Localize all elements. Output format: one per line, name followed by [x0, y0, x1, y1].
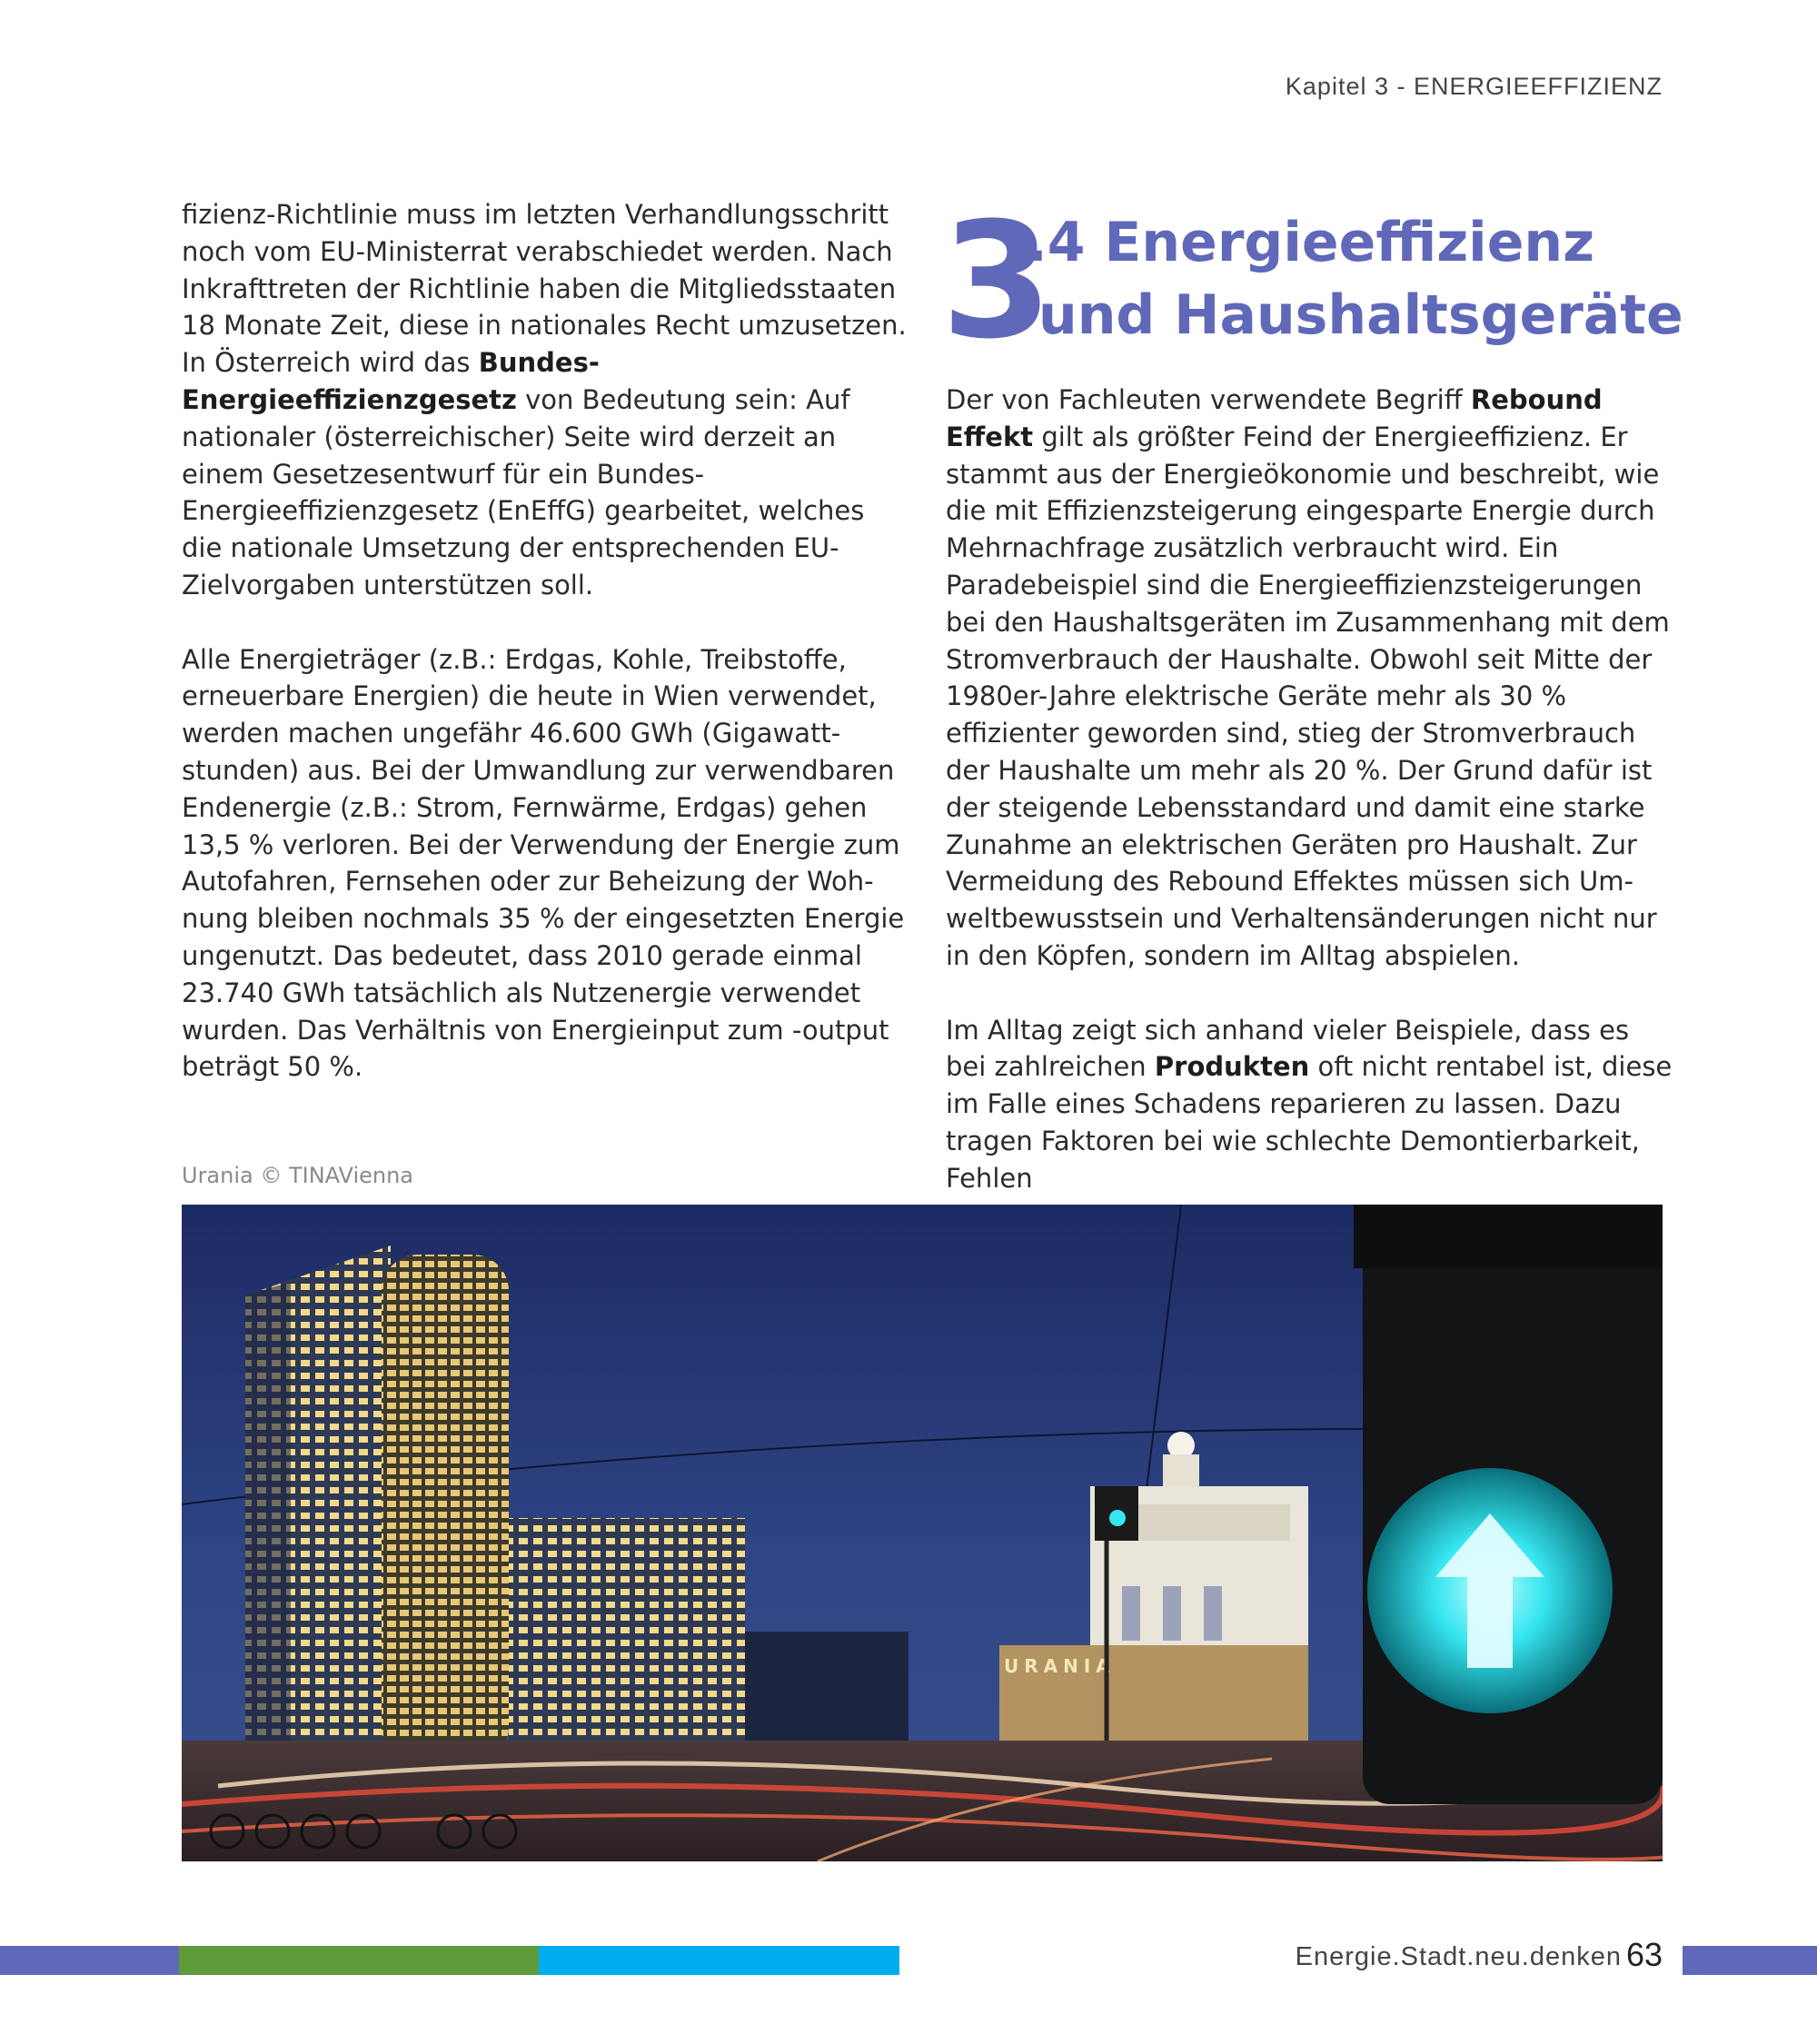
distant-signal-light [1109, 1510, 1126, 1526]
urania-night-photo [182, 1205, 1663, 1861]
right-paragraph-2 [946, 1012, 1673, 1197]
right-paragraph-1 [946, 382, 1673, 975]
left-p1-text-b: von Bedeutung sein: Auf nationaler (österreichischer) Seite wird derzeit an einem Gesetzesentwurf für ein Bundes-Energieeffizienzgesetz (EnEffG) gearbeitet, welches die nationale Umsetzung der entsprechenden EU-Zielvorgaben unterstützen soll. [182, 383, 865, 600]
left-paragraph-1 [182, 196, 908, 604]
footer-bar-purple-right [1683, 1946, 1817, 1975]
photo-caption: Urania © TINAVienna [182, 1163, 414, 1188]
section-heading [941, 188, 1683, 374]
right-p1-bold: Rebound Effekt [946, 384, 1603, 452]
footer-bar-purple [0, 1946, 179, 1975]
running-head: Kapitel 3 - ENERGIEEFFIZIENZ [1285, 73, 1663, 100]
right-p1-text-a: Der von Fachleuten verwendete Begriff [946, 384, 1471, 415]
office-block [509, 1518, 745, 1763]
tower-round [382, 1255, 509, 1763]
left-p1-text-a: fizienz-Richtlinie muss im letzten Verhandlungsschritt noch vom EU-Ministerrat verabschiedet werden. Nach Inkrafttreten der Richtlinie haben die Mitgliedsstaaten 18 Monate Zeit, diese in nationales Recht umzusetzen. In Österreich wird das [182, 199, 907, 379]
urania-window [1122, 1586, 1140, 1641]
section-heading-line-2: und Haushaltsgeräte [1038, 283, 1683, 347]
right-p2-text-a: Im Alltag zeigt sich anhand vieler Beispiele, dass es bei zahlreichen [946, 1014, 1630, 1083]
urania-window [1163, 1586, 1181, 1641]
left-column [182, 196, 908, 1123]
left-paragraph-2: Alle Energieträger (z.B.: Erdgas, Kohle, Treibstoffe, erneuerbare Energien) die heute in Wien verwendet, werden machen ungefähr 46.600 GWh (Gigawatt- stunden) aus. Bei der Umwandlung zur verwendbaren Endenergie (z.B.: Strom, Fernwärme, Erdgas) gehen 13,5 % verloren. Bei der Verwendung der Energie zum Autofahren, Fernsehen oder zur Beheizung der Woh- nung bleiben nochmals 35 % der eingesetzten Energie ungenutzt. Das bedeutet, dass 2010 gerade einmal 23.740 GWh tatsächlich als Nutzenergie verwendet wurden. Das Verhältnis von Energieinput zum -output beträgt 50 %. [182, 643, 905, 1083]
left-p1-bold: Bundes-Energieeffizienzgesetz [182, 347, 600, 415]
section-heading-line-1: .4 Energieeffizienz [1027, 211, 1595, 274]
footer-publication: Energie.Stadt.neu.denken [1295, 1942, 1622, 1971]
footer-bar-green [179, 1946, 539, 1975]
page-number: 63 [1625, 1936, 1663, 1973]
urania-sign: URANIA [1004, 1655, 1116, 1677]
tower-left-shade [245, 1282, 291, 1759]
right-p2-bold: Produkten [1154, 1051, 1310, 1083]
footer-bar-blue [539, 1946, 899, 1975]
urania-window [1204, 1586, 1222, 1641]
right-p1-text-b: gilt als größter Feind der Energieeffizienz. Er stammt aus der Energieökonomie und beschreibt, wie die mit Effizienzsteigerung eingesparte Energie durch Mehrnachfrage zusätzlich verbraucht wird. Ein Paradebeispiel sind die Energieeffizienzsteigerungen bei den Haushaltsgeräten im Zusammenhang mit dem Stromverbrauch der Haushalte. Obwohl seit Mitte der 1980er-Jahre elektrische Geräte mehr als 30 % effizienter geworden sind, stieg der Stromverbrauch der Haushalte um mehr als 20 %. Der Grund dafür ist der steigende Lebensstandard und damit eine starke Zunahme an elektrischen Geräten pro Haushalt. Zur Vermeidung des Rebound Effektes müssen sich Um- weltbewusstsein und Verhaltensänderungen nicht nur in den Köpfen, sondern im Alltag abspielen. [946, 421, 1670, 971]
right-p2-text-b: oft nicht rentabel ist, diese im Falle eines Schadens reparieren zu lassen. Dazu tragen Faktoren bei wie schlechte Demontierbarkeit, Fehlen [946, 1051, 1673, 1194]
traffic-light-visor [1354, 1205, 1663, 1268]
section-heading-number: 3 [941, 188, 1049, 374]
right-column [946, 382, 1673, 1234]
